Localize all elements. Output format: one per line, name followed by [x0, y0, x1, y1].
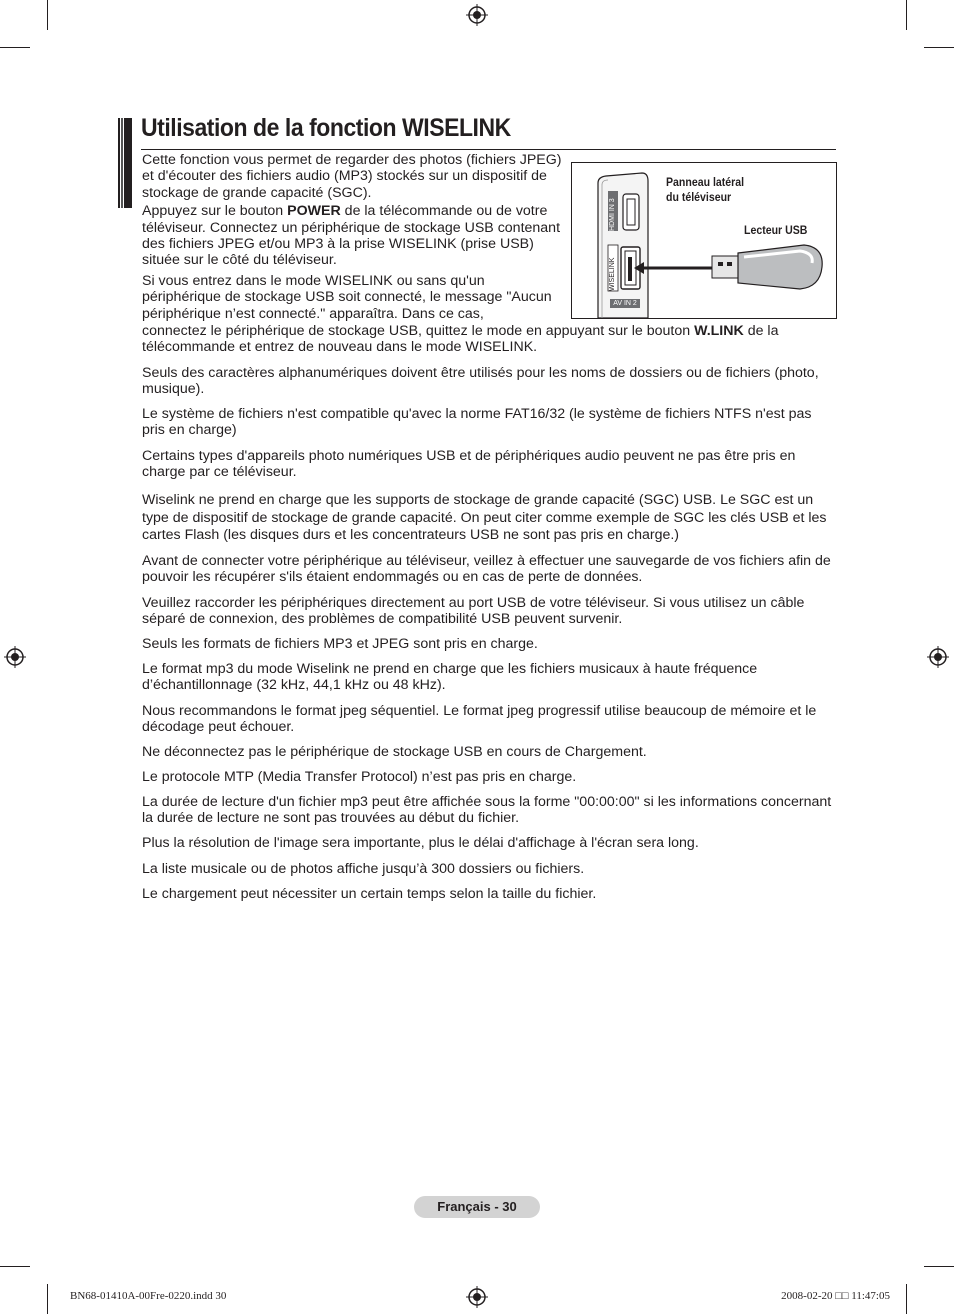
av-port-label: AV IN 2: [613, 300, 637, 307]
power-keyword: POWER: [287, 203, 341, 220]
crop-mark: [924, 47, 954, 48]
note-paragraph-7: Seuls les formats de fichiers MP3 et JPEG sont pris en charge.: [142, 636, 538, 652]
hdmi-port-label: HDMI IN 3: [609, 198, 616, 231]
title-decoration-bar: [118, 118, 132, 208]
intro-p2-text: de la télécommande ou de votre téléviseur. Connectez un périphérique de stockage USB contenant des fichiers JPEG et/ou MP3 à la prise WISELINK (prise USB) située sur le côté du téléviseur.: [142, 203, 561, 269]
print-slug-filename: BN68-01410A-00Fre-0220.indd 30: [70, 1290, 227, 1302]
intro-paragraph-3: Si vous entrez dans le mode WISELINK ou sans qu'un périphérique de stockage USB soit connecté, le message "Aucun périphérique n’est connecté." apparaîtra. Dans ce cas,: [142, 272, 552, 322]
note-paragraph-9: Nous recommandons le format jpeg séquentiel. Le format jpeg progressif utilise beaucoup de mémoire et le décodage peut échouer.: [142, 703, 817, 736]
wlink-keyword: W.LINK: [694, 323, 744, 339]
note-paragraph-6: Veuillez raccorder les périphériques directement au port USB de votre téléviseur. Si vous utilisez un câble séparé de connexion, des problèmes de compatibilité USB peuvent survenir.: [142, 595, 805, 628]
note-paragraph-4: Wiselink ne prend en charge que les supports de stockage de grande capacité (SGC) USB. Le SGC est un type de dispositif de stockage de grande capacité. On peut citer comme exemple de SGC les clés USB et les cartes Flash (les disques durs et les concentrateurs USB ne sont pas pris en charge.): [142, 492, 827, 543]
registration-mark-icon: [927, 646, 949, 668]
usb-connection-figure: [571, 162, 837, 319]
crop-mark: [906, 1284, 907, 1314]
crop-mark: [0, 1266, 30, 1267]
note-paragraph-13: Plus la résolution de l'image sera importante, plus le délai d'affichage à l'écran sera long.: [142, 835, 699, 851]
intro-paragraph-3-continued: [142, 323, 837, 356]
note-paragraph-12: La durée de lecture d'un fichier mp3 peut être affichée sous la forme "00:00:00" si les informations concernant la durée de lecture ne sont pas trouvées au début du fichier.: [142, 794, 832, 827]
note-paragraph-11: Le protocole MTP (Media Transfer Protocol) n’est pas pris en charge.: [142, 769, 577, 785]
registration-mark-icon: [4, 646, 26, 668]
intro-p3-text: connectez le périphérique de stockage USB, quittez le mode en appuyant sur le bouton: [142, 323, 695, 339]
registration-mark-icon: [466, 1286, 488, 1308]
title-divider: [141, 149, 836, 150]
intro-p3-text: de la télécommande et entrez de nouveau dans le mode WISELINK.: [142, 323, 779, 356]
usb-drive-label: Lecteur USB: [744, 223, 808, 237]
crop-mark: [47, 1284, 48, 1314]
page-number-badge: Français - 30: [414, 1196, 540, 1218]
note-paragraph-2: Le système de fichiers n'est compatible qu'avec la norme FAT16/32 (le système de fichiers NTFS n'est pas pris en charge): [142, 406, 812, 439]
crop-mark: [906, 0, 907, 30]
crop-mark: [924, 1266, 954, 1267]
note-paragraph-10: Ne déconnectez pas le périphérique de stockage USB en cours de Chargement.: [142, 744, 647, 760]
note-paragraph-1: Seuls des caractères alphanumériques doivent être utilisés pour les noms de dossiers ou de fichiers (photo, musique).: [142, 365, 819, 398]
intro-paragraph-2: [142, 203, 562, 269]
crop-mark: [47, 0, 48, 30]
intro-paragraph-1: Cette fonction vous permet de regarder des photos (fichiers JPEG) et d'écouter des fichiers audio (MP3) stockés sur un dispositif de stockage de grande capacité (SGC).: [142, 152, 562, 201]
note-paragraph-15: Le chargement peut nécessiter un certain temps selon la taille du fichier.: [142, 886, 597, 902]
note-paragraph-8: Le format mp3 du mode Wiselink ne prend en charge que les fichiers musicaux à haute fréquence d’échantillonnage (32 kHz, 44,1 kHz ou 48 kHz).: [142, 661, 758, 694]
wiselink-port-label: WISELINK: [609, 257, 616, 291]
print-slug-timestamp: 2008-02-20 □□ 11:47:05: [781, 1290, 890, 1302]
note-paragraph-14: La liste musicale ou de photos affiche jusqu’à 300 dossiers ou fichiers.: [142, 861, 585, 877]
side-panel-label: Panneau latéral du téléviseur: [666, 175, 745, 204]
intro-block: [142, 152, 562, 324]
crop-mark: [0, 47, 30, 48]
registration-mark-icon: [466, 4, 488, 26]
page-title: Utilisation de la fonction WISELINK: [141, 114, 511, 142]
note-paragraph-3: Certains types d'appareils photo numériques USB et de périphériques audio peuvent ne pas être pris en charge par ce téléviseur.: [142, 448, 796, 481]
intro-p2-text: Appuyez sur le bouton: [142, 203, 288, 220]
note-paragraph-5: Avant de connecter votre périphérique au téléviseur, veillez à effectuer une sauvegarde de vos fichiers afin de pouvoir les récupérer s'ils étaient endommagés ou en cas de perte de données.: [142, 553, 831, 586]
